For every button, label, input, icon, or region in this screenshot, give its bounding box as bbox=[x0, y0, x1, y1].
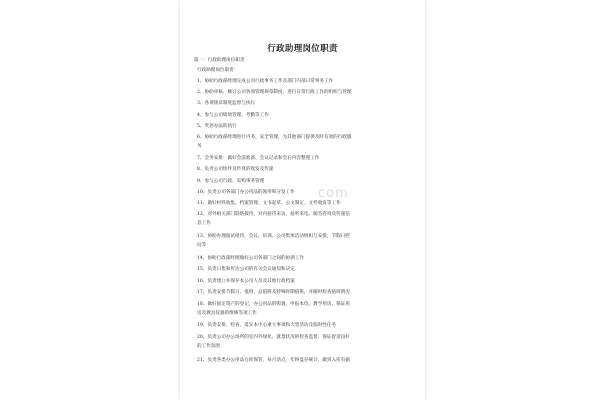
document-page bbox=[180, 0, 425, 400]
document-line: 房及教具仪器的维修等项工作 bbox=[197, 311, 257, 316]
document-line: 18、做好固定资产的登记，办公用品的购置、申报本电、教学用房、保证用 bbox=[197, 302, 350, 307]
document-line: 20、负责公司办公场所的室内外绿化，就景状况的检查监督，保证舒适良好 bbox=[197, 335, 350, 340]
document-line: 4、参与公司绩效管理、考勤等工作 bbox=[197, 113, 269, 118]
document-line: 21、负责各类办公用品仓库保管，每月清点，年终盘存统计，做到入库有据 bbox=[197, 358, 350, 363]
document-line: 10、负责公司各部门办公用品的领用和分发工作 bbox=[197, 190, 295, 195]
document-title: 行政助理岗位职责 bbox=[267, 44, 338, 54]
faint-watermark: com bbox=[318, 186, 349, 201]
document-line: 3、各项规章制度监督与执行 bbox=[197, 101, 256, 106]
document-line: 6、协助行政部经理进行内务、安全管理，为其他部门提供及时有效的行政服 bbox=[197, 135, 352, 140]
document-line: 8、负责公司快件及传真的收发及传递 bbox=[197, 167, 274, 172]
document-line: 16、负责建立并保存本公司人员及其他行政档案 bbox=[197, 279, 295, 284]
document-line: 19、负责安排，检查，落实本中心重大事项和大型活动及临时性任务 bbox=[197, 323, 337, 328]
document-line: 5、奖惩办法的执行 bbox=[197, 124, 237, 129]
document-line: 7、会务安排：做好会前准备、会议记录和会后内容整理工作 bbox=[197, 156, 320, 161]
document-line: 的工作氛围 bbox=[197, 344, 220, 349]
document-line: 12、对外相关部门联络接待，对内接待来访、接听来电、解答咨询及传递信 bbox=[197, 212, 350, 217]
document-line: 14、协助行政部经理做好公司各部门之间的协调工作 bbox=[197, 256, 304, 261]
document-line: 11、做好材料收集、档案管理、文书起草、公文制定、文件收发等工作 bbox=[197, 201, 341, 206]
document-line: 息工作 bbox=[197, 221, 211, 226]
document-line: 2、协助审核、修订公司各项管理规章制度，进行日常行政工作的组织与管理 bbox=[197, 90, 352, 95]
document-line: 15、负责日集和传达公司的有关会议通知和决定 bbox=[197, 267, 295, 272]
document-line: 9、参与公司行政、采购事务管理 bbox=[197, 179, 265, 184]
document-line: 问等 bbox=[197, 243, 207, 248]
document-line: 行政助理岗位职责： bbox=[197, 68, 239, 73]
document-line: 务 bbox=[197, 144, 202, 149]
document-line: 篇一：行政助理岗位职责 bbox=[194, 58, 245, 63]
document-line: 1、协助行政部经理完成公司行政事务工作及部门内部日常事务工作 bbox=[197, 79, 334, 84]
document-line: 13、协助办理面试接待、会议、培训、公司集体活动组织与安排，节假日慰 bbox=[197, 234, 350, 239]
document-line: 17、负责安排节假日、值班、总值班及特殊时期值班，并随时检查值班情况 bbox=[197, 290, 350, 295]
